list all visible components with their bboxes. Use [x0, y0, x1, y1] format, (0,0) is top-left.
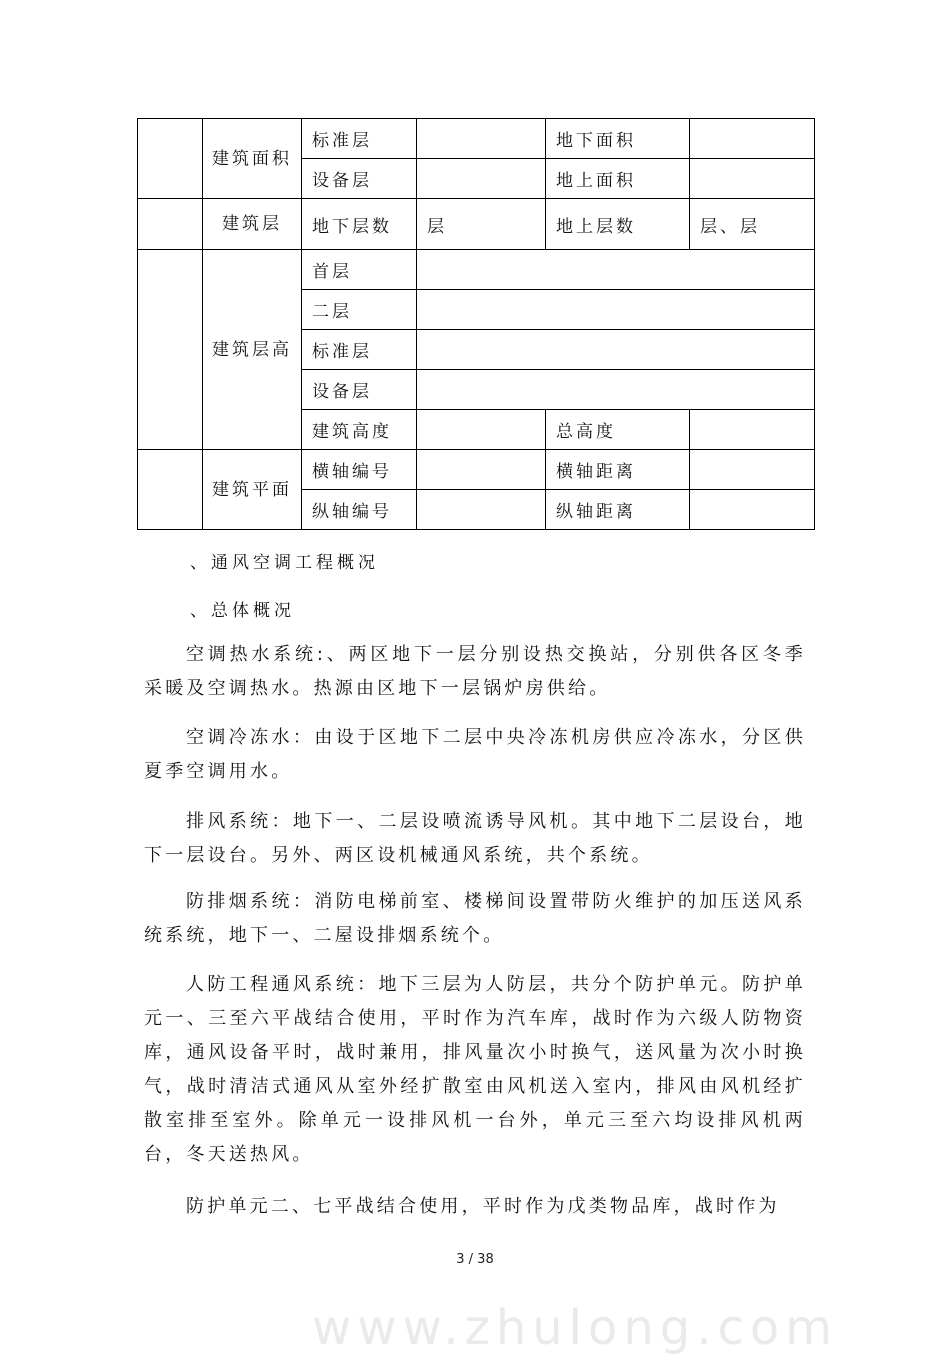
table-row: [138, 199, 815, 250]
table-cell: [138, 119, 203, 199]
table-cell: [690, 119, 815, 159]
table-cell: 横轴编号: [302, 450, 417, 490]
table-cell-floor-height: 建筑层高: [203, 250, 302, 450]
section-heading-overview: 、总体概况: [190, 601, 295, 621]
paragraph-chilled-water: 空调冷冻水：由设于区地下二层中央冷冻机房供应冷冻水，分区供夏季空调用水。: [144, 727, 806, 782]
table-cell: [690, 159, 815, 199]
table-cell: [417, 330, 815, 370]
paragraph-exhaust: 排风系统：地下一、二层设喷流诱导风机。其中地下二层设台，地下一层设台。另外、两区设机械通风系统，共个系统。: [144, 811, 806, 866]
table-cell: 地上面积: [546, 159, 690, 199]
table-cell-building-floors: 建筑层: [203, 199, 302, 250]
table-cell: [690, 450, 815, 490]
table-cell: 横轴距离: [546, 450, 690, 490]
table-cell: [690, 410, 815, 450]
table-cell-building-area: 建筑面积: [203, 119, 302, 199]
table-cell: [417, 159, 546, 199]
table-cell: 标准层: [302, 330, 417, 370]
table-cell: 首层: [302, 250, 417, 290]
table-cell: [138, 199, 203, 250]
table-cell: 层、层: [690, 199, 815, 250]
table-cell: [690, 490, 815, 530]
table-cell: 地下层数: [302, 199, 417, 250]
table-cell: 设备层: [302, 370, 417, 410]
table-cell: [417, 490, 546, 530]
table-row: [138, 450, 815, 490]
table-cell: 设备层: [302, 159, 417, 199]
table-cell: 层: [417, 199, 546, 250]
table-cell: 地上层数: [546, 199, 690, 250]
table-cell: 标准层: [302, 119, 417, 159]
table-row: [138, 250, 815, 290]
table-cell: [417, 450, 546, 490]
table-cell: [417, 290, 815, 330]
page-number: 3 / 38: [456, 1252, 494, 1267]
table-cell: 纵轴编号: [302, 490, 417, 530]
table-cell: [417, 410, 546, 450]
paragraph-smoke-control: 防排烟系统：消防电梯前室、楼梯间设置带防火维护的加压送风系统系统，地下一、二屋设排烟系统个。: [144, 891, 806, 946]
table-cell: 二层: [302, 290, 417, 330]
section-heading-hvac: 、通风空调工程概况: [190, 553, 379, 573]
table-cell: 总高度: [546, 410, 690, 450]
table-cell: [417, 370, 815, 410]
table-cell-building-plan: 建筑平面: [203, 450, 302, 530]
building-info-table: [137, 118, 815, 530]
watermark: www.zhulong.com: [312, 1300, 839, 1356]
table-cell: [417, 250, 815, 290]
paragraph-civil-defense: 人防工程通风系统：地下三层为人防层，共分个防护单元。防护单元一、三至六平战结合使用，平时作为汽车库，战时作为六级人防物资库，通风设备平时，战时兼用，排风量次小时换气，送风量为次小时换气，战时清洁式通风从室外经扩散室由风机送入室内，排风由风机经扩散室排至室外。除单元一设排风机一台外，单元三至六均设排风机两台，冬天送热风。: [144, 974, 806, 1165]
table-cell: [138, 250, 203, 450]
paragraph-protection-unit: 防护单元二、七平战结合使用，平时作为戊类物品库，战时作为: [186, 1196, 780, 1217]
table-cell: 建筑高度: [302, 410, 417, 450]
table-cell: [417, 119, 546, 159]
table-row: [138, 119, 815, 159]
table-cell: 纵轴距离: [546, 490, 690, 530]
table-cell: [138, 450, 203, 530]
table-cell: 地下面积: [546, 119, 690, 159]
paragraph-hot-water: 空调热水系统:、两区地下一层分别设热交换站，分别供各区冬季采暖及空调热水。热源由区地下一层锅炉房供给。: [144, 644, 806, 699]
